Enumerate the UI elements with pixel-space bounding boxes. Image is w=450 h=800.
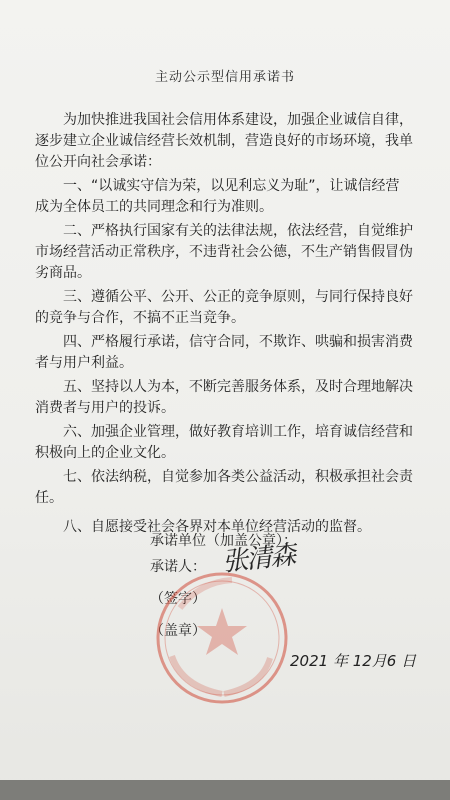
seal-label: （盖章） bbox=[150, 623, 206, 639]
clause-8: 八、自愿接受社会各界对本单位经营活动的监督。 bbox=[63, 519, 371, 535]
person-label: 承诺人： bbox=[150, 559, 206, 575]
handwritten-signature: 张清森 bbox=[220, 540, 296, 578]
document-title: 主动公示型信用承诺书 bbox=[154, 70, 295, 85]
red-seal-stamp bbox=[152, 568, 292, 708]
sign-label: （签字） bbox=[150, 591, 206, 607]
clause-7: 七、依法纳税，自觉参加各类公益活动，积极承担社会责任。 bbox=[35, 469, 413, 506]
clause-2: 二、严格执行国家有关的法律法规，依法经营，自觉维护市场经营活动正常秩序，不违背社会公德，不生产销售假冒伪劣商品。 bbox=[35, 223, 413, 281]
page-bottom-shadow bbox=[0, 780, 450, 800]
clause-1: 一、“以诚实守信为荣，以见利忘义为耻”，让诚信经营成为全体员工的共同理念和行为准则。 bbox=[35, 178, 400, 215]
date-handwritten: 2021 年 12月6 日 bbox=[290, 652, 417, 670]
clause-6: 六、加强企业管理，做好教育培训工作，培育诚信经营和积极向上的企业文化。 bbox=[35, 424, 413, 461]
intro-paragraph: 为加快推进我国社会信用体系建设，加强企业诚信自律，逐步建立企业诚信经营长效机制，营造良好的市场环境，我单位公开向社会承诺： bbox=[35, 112, 413, 170]
clause-3: 三、遵循公平、公开、公正的竞争原则，与同行保持良好的竞争与合作，不搞不正当竞争。 bbox=[35, 289, 413, 326]
clause-5: 五、坚持以人为本，不断完善服务体系，及时合理地解决消费者与用户的投诉。 bbox=[35, 379, 413, 416]
unit-label: 承诺单位（加盖公章）： bbox=[150, 533, 297, 549]
clause-4: 四、严格履行承诺，信守合同，不欺诈、哄骗和损害消费者与用户利益。 bbox=[35, 334, 413, 371]
document-body bbox=[35, 110, 413, 546]
